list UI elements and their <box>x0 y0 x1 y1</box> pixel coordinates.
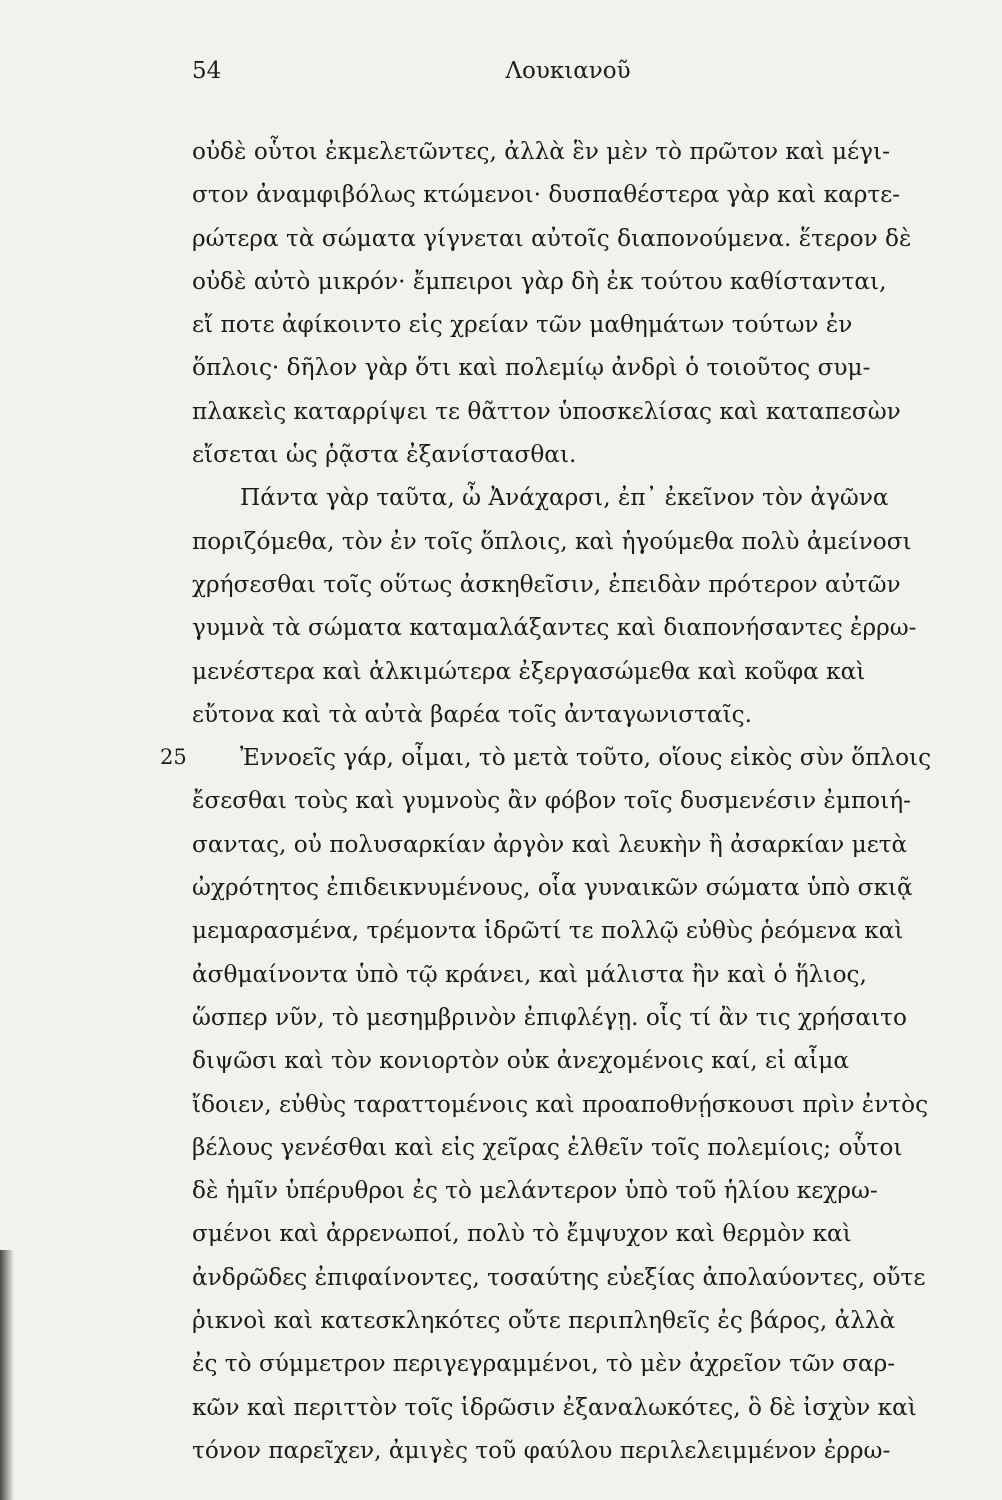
text-line-29: ἐς τὸ σύμμετρον περιγεγραμμένοι, τὸ μὲν ἀχρεῖον τῶν σαρ- <box>192 1350 896 1378</box>
text-line-1: οὐδὲ οὗτοι ἐκμελετῶντες, ἀλλὰ ἓν μὲν τὸ πρῶτον καὶ μέγι- <box>192 138 890 165</box>
text-line-9: Πάντα γὰρ ταῦτα, ὦ Ἀνάχαρσι, ἐπ᾿ ἐκεῖνον τὸν ἀγῶνα <box>240 484 889 512</box>
text-line-16: ἔσεσθαι τοὺς καὶ γυμνοὺς ἂν φόβον τοῖς δυσμενέσιν ἐμποιή- <box>192 787 911 815</box>
text-line-23: ἴδοιεν, εὐθὺς ταραττομένοις καὶ προαποθνῄσκουσι πρὶν ἐντὸς <box>192 1090 929 1118</box>
text-line-3: ρώτερα τὰ σώματα γίγνεται αὐτοῖς διαπονούμενα. ἕτερον δὲ <box>192 224 912 252</box>
text-line-26: σμένοι καὶ ἀρρενωποί, πολὺ τὸ ἔμψυχον καὶ θερμὸν καὶ <box>192 1220 852 1248</box>
text-line-31: τόνον παρεῖχεν, ἀμιγὲς τοῦ φαύλου περιλελειμμένον ἐρρω- <box>192 1436 891 1464</box>
text-line-13: μενέστερα καὶ ἀλκιμώτερα ἐξεργασώμεθα καὶ κοῦφα καὶ <box>192 657 866 685</box>
text-line-20: ἀσθμαίνοντα ὑπὸ τῷ κράνει, καὶ μάλιστα ἢν καὶ ὁ ἥλιος, <box>192 960 867 988</box>
text-line-25: δὲ ἡμῖν ὑπέρυθροι ἐς τὸ μελάντερον ὑπὸ τοῦ ἡλίου κεχρω- <box>192 1177 878 1205</box>
text-line-6: ὅπλοις· δῆλον γὰρ ὅτι καὶ πολεμίῳ ἀνδρὶ ὁ τοιοῦτος συμ- <box>192 354 871 382</box>
text-line-30: κῶν καὶ περιττὸν τοῖς ἱδρῶσιν ἐξαναλωκότες, ὃ δὲ ἰσχὺν καὶ <box>192 1393 917 1421</box>
text-line-15-container <box>160 736 964 779</box>
text-line-4: οὐδὲ αὐτὸ μικρόν· ἔμπειροι γὰρ δὴ ἐκ τούτου καθίστανται, <box>192 267 887 295</box>
text-line-18: ὠχρότητος ἐπιδεικνυμένους, οἷα γυναικῶν σώματα ὑπὸ σκιᾷ <box>192 874 913 902</box>
text-line-8: εἴσεται ὡς ῥᾷστα ἐξανίστασθαι. <box>192 441 577 469</box>
body-text <box>160 130 964 1472</box>
text-line-22: διψῶσι καὶ τὸν κονιορτὸν οὐκ ἀνεχομένοις καί, εἰ αἷμα <box>192 1047 850 1075</box>
text-line-15: Ἐννοεῖς γάρ, οἶμαι, τὸ μετὰ τοῦτο, οἵους εἰκὸς σὺν ὅπλοις <box>240 744 932 772</box>
text-line-10: ποριζόμεθα, τὸν ἐν τοῖς ὅπλοις, καὶ ἡγούμεθα πολὺ ἀμείνοσι <box>192 527 912 555</box>
text-line-2: στον ἀναμφιβόλως κτώμενοι· δυσπαθέστερα γὰρ καὶ καρτε- <box>192 181 901 209</box>
running-head <box>192 58 944 88</box>
text-line-21: ὥσπερ νῦν, τὸ μεσημβρινὸν ἐπιφλέγῃ. οἷς τί ἂν τις χρήσαιτο <box>192 1003 907 1031</box>
binding-shadow <box>0 1250 14 1500</box>
text-line-11: χρήσεσθαι τοῖς οὕτως ἀσκηθεῖσιν, ἐπειδὰν πρότερον αὐτῶν <box>192 570 901 598</box>
text-line-14: εὔτονα καὶ τὰ αὐτὰ βαρέα τοῖς ἀνταγωνισταῖς. <box>192 700 753 728</box>
page-number: 54 <box>192 58 222 84</box>
text-line-27: ἀνδρῶδες ἐπιφαίνοντες, τοσαύτης εὐεξίας ἀπολαύοντες, οὔτε <box>192 1263 926 1291</box>
text-line-24: βέλους γενέσθαι καὶ εἰς χεῖρας ἐλθεῖν τοῖς πολεμίοις; οὗτοι <box>192 1133 903 1161</box>
text-line-7: πλακεὶς καταρρίψει τε θᾶττον ὑποσκελίσας καὶ καταπεσὼν <box>192 397 901 425</box>
text-line-5: εἴ ποτε ἀφίκοιντο εἰς χρείαν τῶν μαθημάτων τούτων ἐν <box>192 311 853 339</box>
running-title: Λουκιανοῦ <box>505 58 631 84</box>
text-line-28: ῥικνοὶ καὶ κατεσκληκότες οὔτε περιπληθεῖς ἐς βάρος, ἀλλὰ <box>192 1307 896 1335</box>
margin-line-number: 25 <box>160 745 187 770</box>
text-line-19: μεμαρασμένα, τρέμοντα ἱδρῶτί τε πολλῷ εὐθὺς ῥεόμενα καὶ <box>192 917 904 945</box>
text-line-12: γυμνὰ τὰ σώματα καταμαλάξαντες καὶ διαπονήσαντες ἐρρω- <box>192 614 917 642</box>
text-line-17: σαντας, οὐ πολυσαρκίαν ἀργὸν καὶ λευκὴν ἢ ἀσαρκίαν μετὰ <box>192 830 908 858</box>
